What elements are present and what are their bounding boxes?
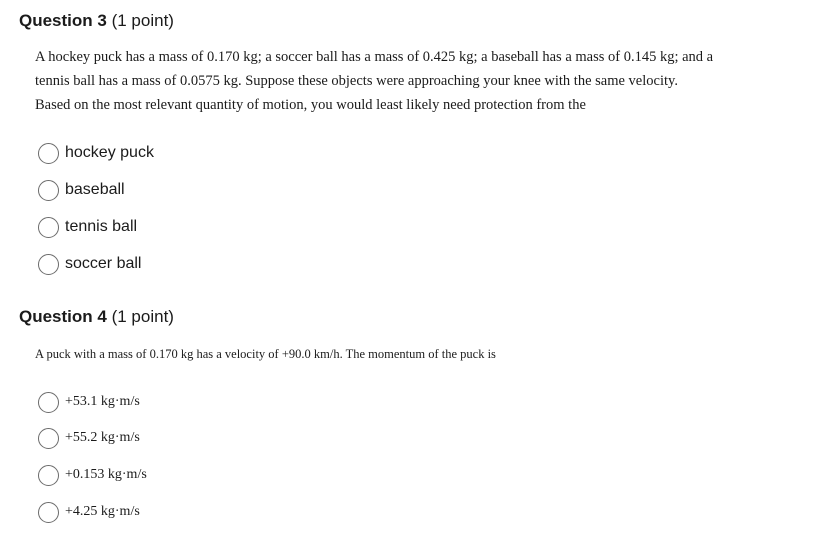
- option-label: +55.2 kg·m/s: [65, 430, 140, 445]
- question-4-title: [19, 306, 174, 328]
- radio-button[interactable]: [38, 217, 59, 238]
- question-3-option-baseball[interactable]: [38, 179, 125, 201]
- question-4-option-b[interactable]: [38, 427, 140, 449]
- question-4-option-d[interactable]: [38, 501, 140, 523]
- question-4-option-c[interactable]: [38, 464, 147, 486]
- question-3-prompt-line: A hockey puck has a mass of 0.170 kg; a soccer ball has a mass of 0.425 kg; a baseball has a mass of 0.145 kg; and a: [35, 49, 714, 65]
- option-label: soccer ball: [65, 255, 142, 272]
- question-4-option-a[interactable]: [38, 391, 140, 413]
- question-3-prompt-line: tennis ball has a mass of 0.0575 kg. Suppose these objects were approaching your knee with the same velocity.: [35, 73, 678, 89]
- option-label: hockey puck: [65, 144, 154, 161]
- radio-button[interactable]: [38, 254, 59, 275]
- question-3-prompt: [35, 45, 795, 117]
- radio-button[interactable]: [38, 465, 59, 486]
- option-label: +4.25 kg·m/s: [65, 504, 140, 519]
- question-4-points: (1 point): [111, 307, 174, 326]
- option-label: +53.1 kg·m/s: [65, 394, 140, 409]
- question-3-points: (1 point): [111, 11, 174, 30]
- radio-button[interactable]: [38, 180, 59, 201]
- option-label: +0.153 kg·m/s: [65, 467, 147, 482]
- question-4-number: Question 4: [19, 307, 107, 326]
- radio-button[interactable]: [38, 428, 59, 449]
- question-3-option-hockey-puck[interactable]: [38, 142, 154, 164]
- question-3-option-soccer-ball[interactable]: [38, 253, 141, 275]
- radio-button[interactable]: [38, 143, 59, 164]
- question-3-prompt-line: Based on the most relevant quantity of motion, you would least likely need protection from the: [35, 97, 586, 113]
- question-4-prompt: A puck with a mass of 0.170 kg has a velocity of +90.0 km/h. The momentum of the puck is: [35, 347, 496, 361]
- question-3-number: Question 3: [19, 11, 107, 30]
- question-3-option-tennis-ball[interactable]: [38, 216, 137, 238]
- radio-button[interactable]: [38, 392, 59, 413]
- radio-button[interactable]: [38, 502, 59, 523]
- option-label: baseball: [65, 181, 125, 198]
- question-3-title: [19, 10, 174, 32]
- option-label: tennis ball: [65, 218, 138, 235]
